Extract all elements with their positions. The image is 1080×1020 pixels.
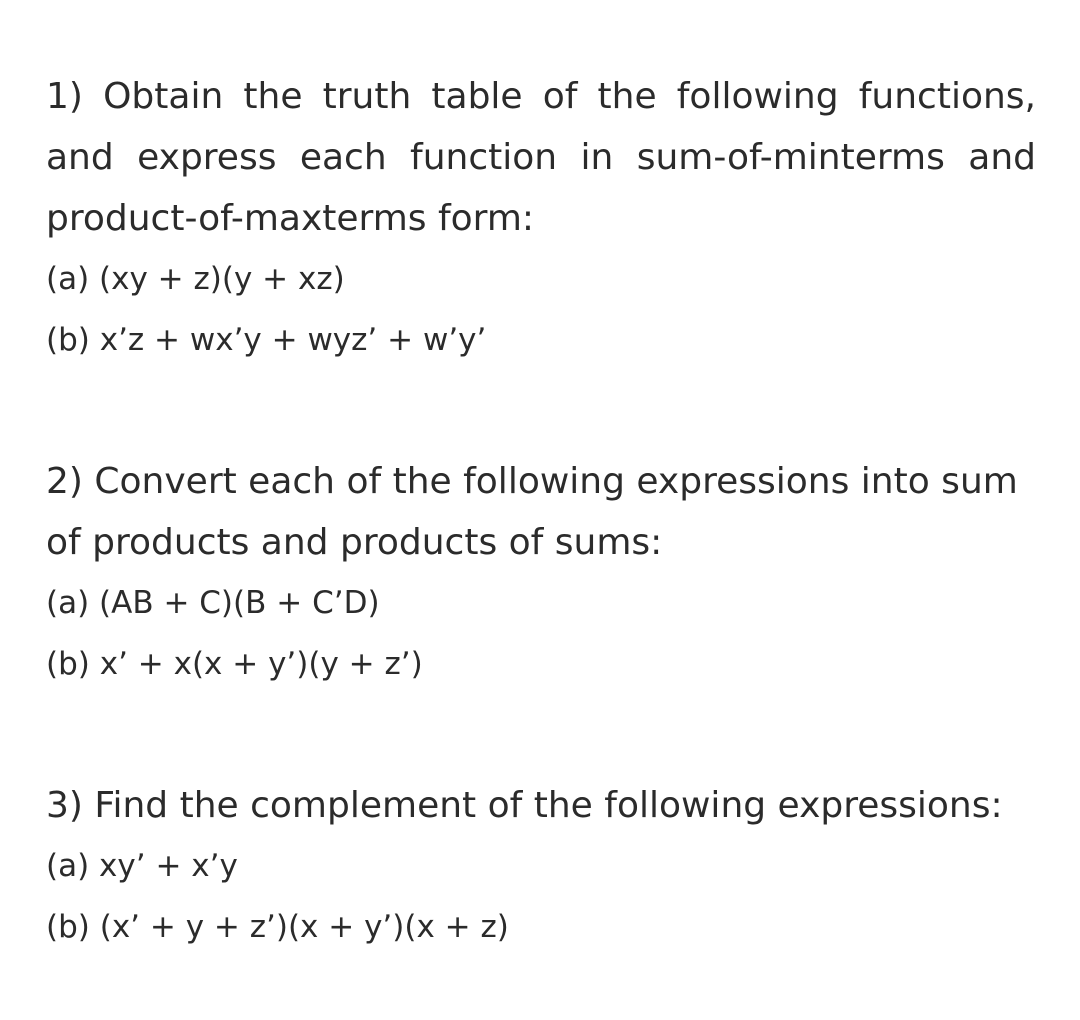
question-parts [46, 573, 1036, 695]
question-text: 3) Find the complement of the following expressions: [46, 785, 1003, 826]
question-3 [46, 775, 1036, 958]
question-part-a: (a) xy’ + x’y [46, 848, 238, 884]
question-text: 2) Convert each of the following expressions into sum of products and products of sums: [46, 461, 1018, 563]
question-part-b: (b) (x’ + y + z’)(x + y’)(x + z) [46, 909, 509, 945]
question-1 [46, 66, 1036, 371]
question-part-b: (b) x’ + x(x + y’)(y + z’) [46, 646, 423, 682]
question-part-a: (a) (xy + z)(y + xz) [46, 261, 345, 297]
question-part-b: (b) x’z + wx’y + wyz’ + w’y’ [46, 322, 487, 358]
question-2 [46, 451, 1036, 695]
question-part-a: (a) (AB + C)(B + C’D) [46, 585, 380, 621]
question-parts [46, 249, 1036, 371]
question-text: 1) Obtain the truth table of the following functions, and express each function in sum-of-minterms and product-of-maxterms form: [46, 76, 1036, 239]
question-parts [46, 836, 1036, 958]
